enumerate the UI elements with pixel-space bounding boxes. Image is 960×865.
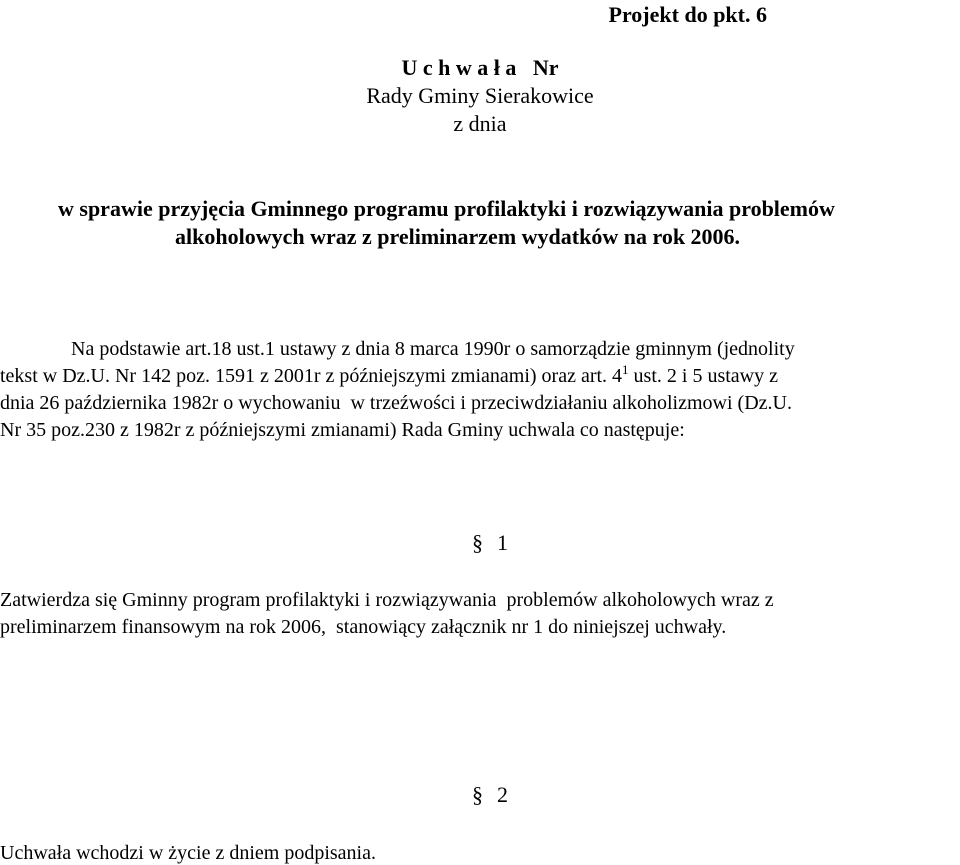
section-2-line-1: Uchwała wchodzi w życie z dniem podpisania.	[0, 842, 376, 864]
preamble-line-2-after: ust. 2 i 5 ustawy z	[628, 365, 778, 387]
preamble-line-4: Nr 35 poz.230 z 1982r z późniejszymi zmianami) Rada Gminy uchwala co następuje:	[0, 419, 685, 441]
resolution-date: z dnia	[453, 111, 507, 136]
section-1-number: 1	[497, 530, 508, 555]
preamble-line-2-before: tekst w Dz.U. Nr 142 poz. 1591 z 2001r z późniejszymi zmianami) oraz art. 4	[0, 365, 623, 387]
resolution-title-text: U c h w a ł a Nr	[401, 55, 559, 80]
project-label: Projekt do pkt. 6	[608, 2, 767, 27]
subject-line-1: w sprawie przyjęcia Gminnego programu profilaktyki i rozwiązywania problemów	[58, 196, 835, 221]
preamble-line-1: Na podstawie art.18 ust.1 ustawy z dnia 8 marca 1990r o samorządzie gminnym (jednolity	[71, 338, 795, 360]
section-2-heading	[472, 782, 508, 808]
section-1-heading	[472, 530, 508, 556]
preamble-line-2	[0, 364, 778, 388]
section-symbol: §	[472, 782, 483, 807]
preamble-line-3: dnia 26 października 1982r o wychowaniu w trzeźwości i przeciwdziałaniu alkoholizmowi (Dz.U.	[0, 392, 792, 414]
section-symbol: §	[472, 530, 483, 555]
section-2-number: 2	[497, 782, 508, 807]
resolution-title	[0, 55, 960, 81]
subject-line-2: alkoholowych wraz z preliminarzem wydatków na rok 2006.	[175, 224, 741, 249]
section-1-line-2: preliminarzem finansowym na rok 2006, stanowiący załącznik nr 1 do niniejszej uchwały.	[0, 616, 727, 638]
council-name: Rady Gminy Sierakowice	[366, 83, 594, 108]
section-1-line-1: Zatwierdza się Gminny program profilaktyki i rozwiązywania problemów alkoholowych wraz z	[0, 589, 774, 611]
article-superscript: 1	[622, 362, 629, 377]
